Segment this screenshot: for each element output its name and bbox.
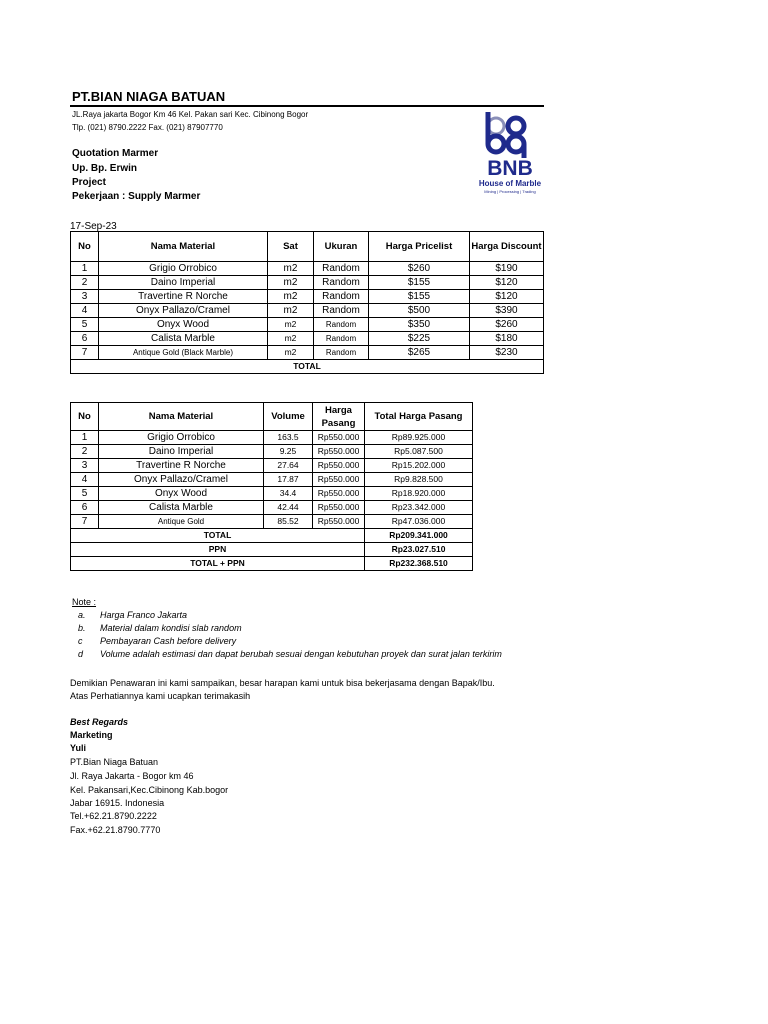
cell: Daino Imperial — [99, 276, 268, 290]
col-volume: Volume — [264, 403, 313, 431]
grand-total-value: Rp232.368.510 — [365, 557, 473, 571]
header-divider — [70, 105, 544, 107]
cell: $225 — [369, 332, 470, 346]
cell: Onyx Pallazo/Cramel — [99, 473, 264, 487]
cell: Rp550.000 — [313, 473, 365, 487]
cell: Rp89.925.000 — [365, 431, 473, 445]
table-row — [71, 276, 544, 290]
signature-dept: Marketing — [70, 730, 113, 740]
note-letter: a. — [78, 610, 86, 620]
cell: Rp550.000 — [313, 487, 365, 501]
cell: 34.4 — [264, 487, 313, 501]
cell: 27.64 — [264, 459, 313, 473]
cell: Rp550.000 — [313, 501, 365, 515]
table-row — [71, 318, 544, 332]
cell: 163.5 — [264, 431, 313, 445]
cell: 5 — [71, 318, 99, 332]
col-size: Ukuran — [314, 232, 369, 262]
closing-line-1: Demikian Penawaran ini kami sampaikan, besar harapan kami untuk bisa bekerjasama dengan Bapak/Ibu. — [70, 678, 495, 688]
cell: m2 — [268, 276, 314, 290]
quote-work: Pekerjaan : Supply Marmer — [72, 191, 201, 202]
col-discount: Harga Discount — [470, 232, 544, 262]
logo-tagline: House of Marble — [478, 179, 542, 188]
cell: Rp47.036.000 — [365, 515, 473, 529]
grand-total-label: TOTAL + PPN — [71, 557, 365, 571]
table-row — [71, 431, 473, 445]
signature-tel: Tel.+62.21.8790.2222 — [70, 811, 157, 821]
total-label: TOTAL — [71, 529, 365, 543]
cell: m2 — [268, 262, 314, 276]
note-item — [78, 636, 236, 646]
cell: 3 — [71, 459, 99, 473]
total-label: TOTAL — [71, 360, 544, 374]
cell: Travertine R Norche — [99, 459, 264, 473]
installation-table-header — [71, 403, 473, 431]
cell: $155 — [369, 290, 470, 304]
cell: m2 — [268, 290, 314, 304]
col-material: Nama Material — [99, 403, 264, 431]
cell: Travertine R Norche — [99, 290, 268, 304]
logo-subline: Mining | Processing | Trading — [484, 189, 536, 194]
total-row — [71, 360, 544, 374]
installation-table — [70, 402, 473, 571]
grand-total-row — [71, 557, 473, 571]
cell: 1 — [71, 262, 99, 276]
price-table-header — [71, 232, 544, 262]
cell: $120 — [470, 276, 544, 290]
company-address: JL.Raya jakarta Bogor Km 46 Kel. Pakan sari Kec. Cibinong Bogor — [72, 110, 309, 119]
cell: Random — [314, 262, 369, 276]
cell: 6 — [71, 501, 99, 515]
cell: m2 — [268, 332, 314, 346]
cell: 2 — [71, 276, 99, 290]
cell: Random — [314, 304, 369, 318]
cell: $350 — [369, 318, 470, 332]
ppn-row — [71, 543, 473, 557]
cell: Rp550.000 — [313, 515, 365, 529]
table-row — [71, 487, 473, 501]
note-item — [78, 623, 242, 633]
cell: Antique Gold — [99, 515, 264, 529]
total-row — [71, 529, 473, 543]
signature-address-3: Jabar 16915. Indonesia — [70, 798, 165, 808]
cell: 4 — [71, 304, 99, 318]
cell: $265 — [369, 346, 470, 360]
cell: $190 — [470, 262, 544, 276]
note-letter: c — [78, 636, 83, 646]
table-row — [71, 304, 544, 318]
cell: 2 — [71, 445, 99, 459]
price-table — [70, 231, 544, 374]
cell: Onyx Wood — [99, 318, 268, 332]
col-install-total: Total Harga Pasang — [365, 403, 473, 431]
col-no: No — [71, 403, 99, 431]
signature-company: PT.Bian Niaga Batuan — [70, 757, 159, 767]
ppn-value: Rp23.027.510 — [365, 543, 473, 557]
table-row — [71, 445, 473, 459]
note-text: Material dalam kondisi slab random — [100, 623, 242, 633]
cell: $260 — [369, 262, 470, 276]
col-install-price: Harga Pasang — [313, 403, 365, 431]
cell: $230 — [470, 346, 544, 360]
bnb-logo — [474, 108, 546, 198]
cell: Calista Marble — [99, 501, 264, 515]
cell: Rp550.000 — [313, 459, 365, 473]
cell: Grigio Orrobico — [99, 262, 268, 276]
cell: Rp23.342.000 — [365, 501, 473, 515]
cell: Random — [314, 346, 369, 360]
cell: Grigio Orrobico — [99, 431, 264, 445]
quote-title: Quotation Marmer — [72, 148, 159, 159]
col-material: Nama Material — [99, 232, 268, 262]
signature-address-2: Kel. Pakansari,Kec.Cibinong Kab.bogor — [70, 785, 229, 795]
cell: 17.87 — [264, 473, 313, 487]
logo-name: BNB — [487, 157, 533, 180]
cell: $180 — [470, 332, 544, 346]
notes-title: Note : — [72, 597, 97, 607]
table-row — [71, 332, 544, 346]
cell: Onyx Wood — [99, 487, 264, 501]
signature-name: Yuli — [70, 743, 87, 753]
table-row — [71, 459, 473, 473]
company-name: PT.BIAN NIAGA BATUAN — [72, 89, 226, 104]
note-text: Pembayaran Cash before delivery — [100, 636, 237, 646]
cell: 7 — [71, 346, 99, 360]
note-item — [78, 649, 502, 659]
cell: Antique Gold (Black Marble) — [99, 346, 268, 360]
table-row — [71, 473, 473, 487]
cell: Rp18.920.000 — [365, 487, 473, 501]
cell: 6 — [71, 332, 99, 346]
quote-project: Project — [72, 177, 106, 188]
cell: 5 — [71, 487, 99, 501]
cell: $120 — [470, 290, 544, 304]
cell: 3 — [71, 290, 99, 304]
note-text: Harga Franco Jakarta — [100, 610, 188, 620]
cell: 7 — [71, 515, 99, 529]
cell: Calista Marble — [99, 332, 268, 346]
cell: m2 — [268, 318, 314, 332]
note-letter: d — [78, 649, 84, 659]
cell: Random — [314, 290, 369, 304]
cell: $155 — [369, 276, 470, 290]
total-value: Rp209.341.000 — [365, 529, 473, 543]
table-row — [71, 346, 544, 360]
quote-attention: Up. Bp. Erwin — [72, 163, 137, 174]
col-pricelist: Harga Pricelist — [369, 232, 470, 262]
cell: $390 — [470, 304, 544, 318]
table-row — [71, 262, 544, 276]
closing-line-2: Atas Perhatiannya kami ucapkan terimakasih — [70, 691, 251, 701]
note-letter: b. — [78, 623, 86, 633]
cell: Rp15.202.000 — [365, 459, 473, 473]
cell: Random — [314, 332, 369, 346]
cell: 4 — [71, 473, 99, 487]
cell: Onyx Pallazo/Cramel — [99, 304, 268, 318]
cell: Rp5.087.500 — [365, 445, 473, 459]
cell: $260 — [470, 318, 544, 332]
note-item — [78, 610, 187, 620]
table-row — [71, 515, 473, 529]
cell: Random — [314, 318, 369, 332]
signature-fax: Fax.+62.21.8790.7770 — [70, 825, 161, 835]
regards: Best Regards — [70, 717, 129, 727]
cell: $500 — [369, 304, 470, 318]
signature-address-1: Jl. Raya Jakarta - Bogor km 46 — [70, 771, 194, 781]
cell: Daino Imperial — [99, 445, 264, 459]
cell: Random — [314, 276, 369, 290]
cell: m2 — [268, 304, 314, 318]
table-row — [71, 290, 544, 304]
cell: 85.52 — [264, 515, 313, 529]
cell: Rp9.828.500 — [365, 473, 473, 487]
note-text: Volume adalah estimasi dan dapat berubah sesuai dengan kebutuhan proyek dan surat jalan terkirim — [100, 649, 502, 659]
cell: Rp550.000 — [313, 431, 365, 445]
company-phone: Tlp. (021) 8790.2222 Fax. (021) 87907770 — [72, 123, 223, 132]
cell: 1 — [71, 431, 99, 445]
table-row — [71, 501, 473, 515]
col-no: No — [71, 232, 99, 262]
cell: m2 — [268, 346, 314, 360]
cell: 42.44 — [264, 501, 313, 515]
ppn-label: PPN — [71, 543, 365, 557]
col-unit: Sat — [268, 232, 314, 262]
quote-date: 17-Sep-23 — [70, 221, 117, 232]
cell: 9.25 — [264, 445, 313, 459]
cell: Rp550.000 — [313, 445, 365, 459]
